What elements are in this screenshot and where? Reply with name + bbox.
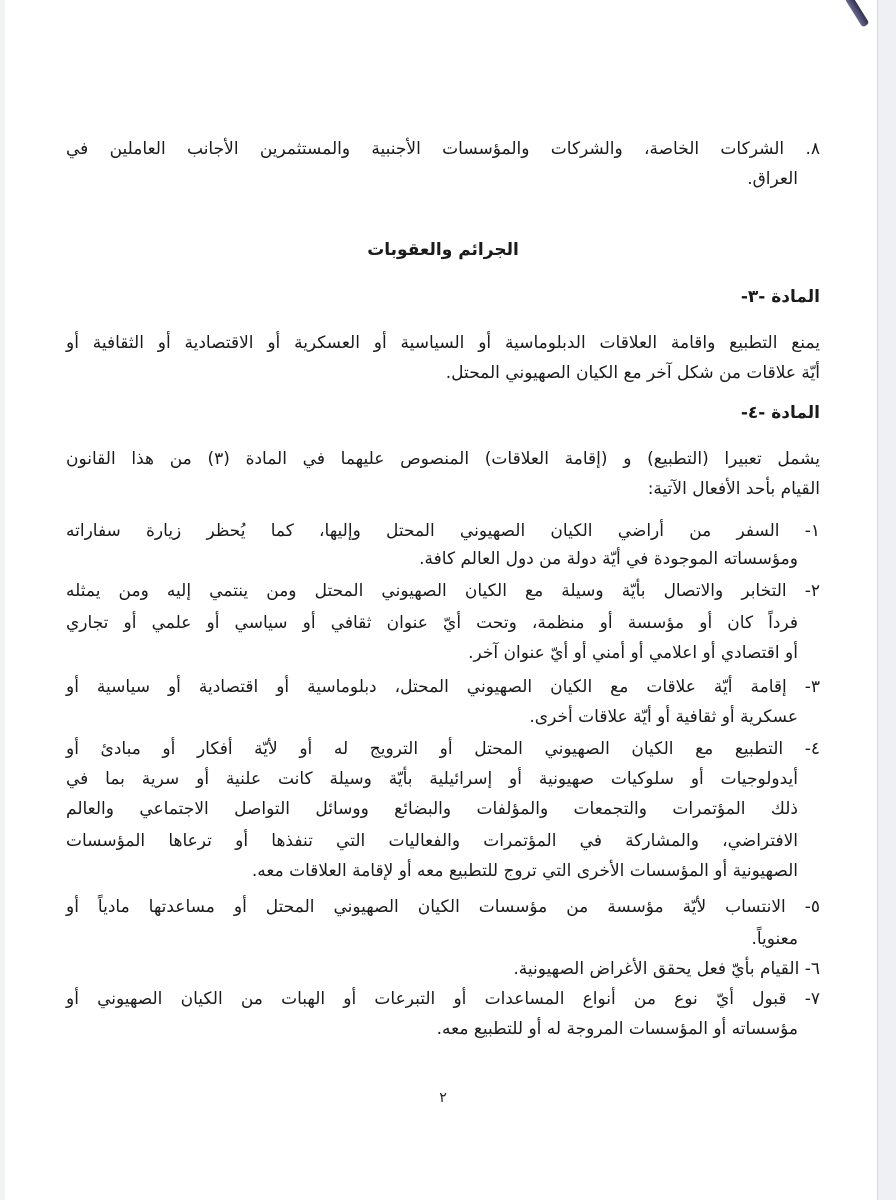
article-4-intro-line: القيام بأحد الأفعال الآتية: bbox=[647, 479, 820, 499]
article-3-line: يمنع التطبيع واقامة العلاقات الدبلوماسية أو السياسية أو العسكرية أو الاقتصادية أو الثقافية أو bbox=[66, 333, 820, 353]
list-item-1-line: ومؤسساته الموجودة في أيّة دولة من دول العالم كافة. bbox=[419, 549, 798, 569]
list-item-5-line: ٥- الانتساب لأيّة مؤسسة من مؤسسات الكيان الصهيوني المحتل أو مساعدتها مادياً أو bbox=[66, 897, 820, 917]
section-heading: الجرائم والعقوبات bbox=[367, 240, 519, 260]
list-item-4-line: الصهيونية أو المؤسسات الأخرى التي تروج للتطبيع معه أو لإقامة العلاقات معه. bbox=[251, 861, 798, 881]
list-item-1-line: ١- السفر من أراضي الكيان الصهيوني المحتل وإليها، كما يُحظر زيارة سفاراته bbox=[66, 521, 820, 541]
list-item-3-line: ٣- إقامة أيّة علاقات مع الكيان الصهيوني المحتل، دبلوماسية أو اقتصادية أو سياسية أو bbox=[66, 677, 820, 697]
list-item-2-line: أو اقتصادي أو اعلامي أو أمني أو أيّ عنوان آخر. bbox=[468, 643, 798, 663]
list-item-5-line: معنوياً. bbox=[751, 929, 798, 949]
intro-item-line: ٨. الشركات الخاصة، والشركات والمؤسسات الأجنبية والمستثمرين الأجانب العاملين في bbox=[66, 139, 820, 159]
article-3-line: أيّة علاقات من شكل آخر مع الكيان الصهيوني المحتل. bbox=[445, 363, 820, 383]
article-4-title: المادة -٤- bbox=[740, 403, 820, 423]
list-item-4-line: ٤- التطبيع مع الكيان الصهيوني المحتل أو الترويج له أو لأيّة أفكار أو مبادئ أو bbox=[66, 739, 820, 759]
list-item-2-line: فرداً كان أو مؤسسة أو منظمة، وتحت أيّ عنوان ثقافي أو سياسي أو علمي أو تجاري bbox=[66, 613, 798, 633]
article-4-intro-line: يشمل تعبيرا (التطبيع) و (إقامة العلاقات) المنصوص عليهما في المادة (٣) من هذا القانون bbox=[66, 449, 821, 469]
intro-item-line: العراق. bbox=[747, 169, 798, 189]
list-item-2-line: ٢- التخابر والاتصال بأيّة وسيلة مع الكيان الصهيوني المحتل ومن ينتمي إليه ومن يمثله bbox=[66, 581, 820, 601]
article-3-title: المادة -٣- bbox=[740, 287, 820, 307]
list-item-4-line: أيدولوجيات أو سلوكيات صهيونية أو إسرائيلية بأيّة وسيلة كانت علنية أو سرية بما في bbox=[66, 769, 798, 789]
viewer-scroll-strip[interactable] bbox=[878, 0, 896, 1200]
list-item-4-line: ذلك المؤتمرات والتجمعات والمؤلفات والبضائع ووسائل التواصل الاجتماعي والعالم bbox=[66, 799, 798, 819]
pen-mark-decoration bbox=[845, 0, 870, 28]
list-item-7-line: ٧- قبول أيّ نوع من أنواع المساعدات أو التبرعات أو الهبات من الكيان الصهيوني أو bbox=[66, 989, 820, 1009]
list-item-6-line: ٦- القيام بأيّ فعل يحقق الأغراض الصهيونية. bbox=[513, 959, 820, 979]
list-item-4-line: الافتراضي، والمشاركة في المؤتمرات والفعاليات التي تنفذها أو ترعاها المؤسسات bbox=[66, 831, 798, 851]
list-item-7-line: مؤسساته أو المؤسسات المروجة له أو للتطبيع معه. bbox=[436, 1019, 798, 1039]
page-number: ٢ bbox=[439, 1090, 447, 1106]
list-item-3-line: عسكرية أو ثقافية أو أيّة علاقات أخرى. bbox=[529, 707, 798, 727]
